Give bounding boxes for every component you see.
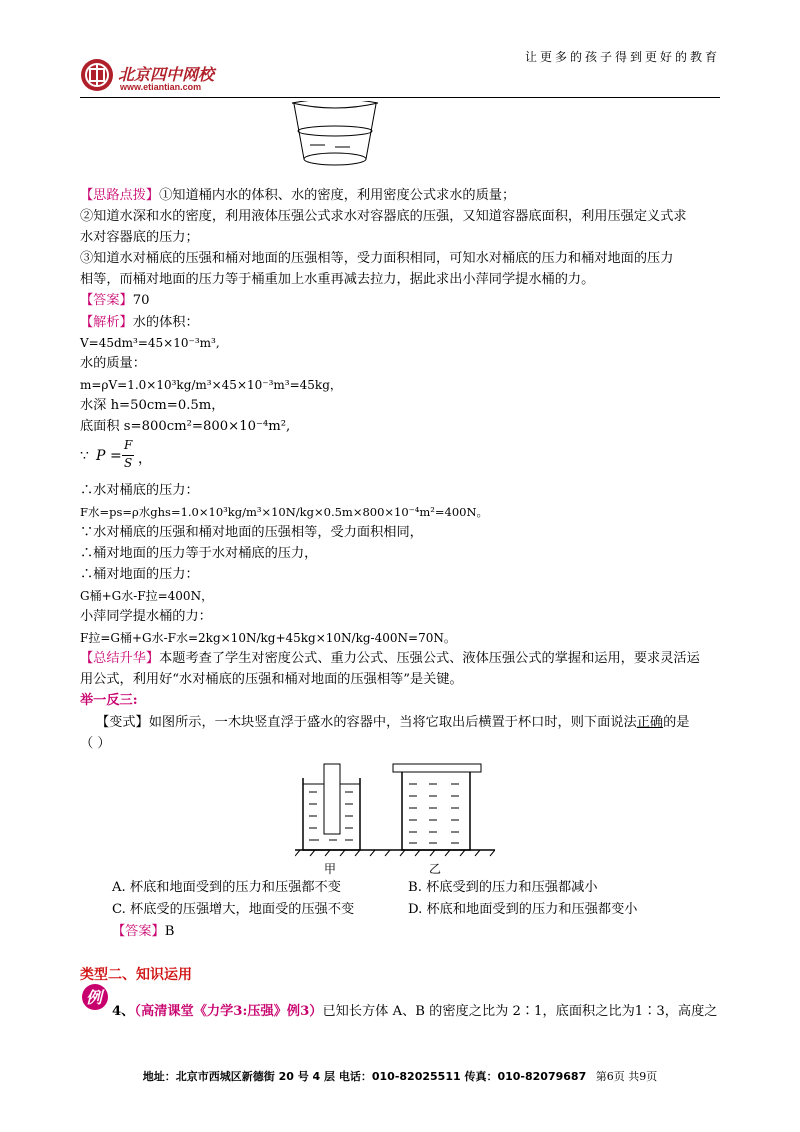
analysis-line-15: F拉=G桶+G水-F水=2kg×10N/kg+45kg×10N/kg-400N=70N。 bbox=[80, 631, 456, 645]
footer-page: 第6页 共9页 bbox=[595, 1070, 658, 1083]
analysis-line-5: 水深 h=50cm=0.5m， bbox=[80, 398, 225, 413]
hint-line-1: 【思路点拨】①知道桶内水的体积、水的密度，利用密度公式求水的质量； bbox=[80, 188, 516, 203]
hint-line-3: 水对容器底的压力； bbox=[80, 230, 199, 245]
example-badge: 例 bbox=[82, 984, 108, 1010]
analysis-line-3: 水的质量： bbox=[80, 356, 146, 371]
analysis-line-9: F水=ps=ρ水ghs=1.0×10³kg/m³×10N/kg×0.5m×800×10⁻⁴m²=400N。 bbox=[80, 505, 489, 519]
analysis-line-4: m=ρV=1.0×10³kg/m³×45×10⁻³m³=45kg， bbox=[80, 378, 342, 392]
answer-1: 【答案】70 bbox=[80, 293, 150, 308]
analysis-line-11: ∴桶对地面的压力等于水对桶底的压力， bbox=[80, 546, 318, 561]
practice-paren: （ ） bbox=[80, 736, 111, 751]
figure-label-jia: 甲 bbox=[324, 862, 337, 876]
analysis-line-12: ∴桶对地面的压力： bbox=[80, 567, 199, 582]
logo-icon bbox=[80, 58, 114, 92]
practice-heading: 举一反三: bbox=[80, 693, 138, 708]
option-a: A. 杯底和地面受到的压力和压强都不变 bbox=[112, 880, 341, 895]
bucket-figure bbox=[290, 101, 380, 173]
header-slogan: 让更多的孩子得到更好的教育 bbox=[524, 50, 720, 64]
logo-text: 北京四中网校 bbox=[118, 67, 215, 84]
analysis-line-6: 底面积 s=800cm²=800×10⁻⁴m², bbox=[80, 419, 291, 434]
header-rule bbox=[80, 97, 720, 98]
figure-label-yi: 乙 bbox=[429, 862, 442, 876]
logo-url: www.etiantian.com bbox=[120, 82, 202, 92]
option-b: B. 杯底受到的压力和压强都减小 bbox=[408, 880, 598, 895]
summary-line-1: 【总结升华】本题考查了学生对密度公式、重力公式、压强公式、液体压强公式的掌握和运用，要求灵活运 bbox=[80, 651, 700, 666]
analysis-line-14: 小萍同学提水桶的力： bbox=[80, 609, 212, 624]
analysis-line-1: 【解析】水的体积： bbox=[80, 315, 199, 330]
practice-answer: 【答案】B bbox=[112, 924, 175, 939]
option-d: D. 杯底和地面受到的压力和压强都变小 bbox=[408, 902, 638, 917]
summary-line-2: 用公式，利用好“水对桶底的压强和桶对地面的压强相等”是关键。 bbox=[80, 672, 463, 687]
practice-question: 【变式】如图所示，一木块竖直浮于盛水的容器中，当将它取出后横置于杯口时，则下面说法正确的是 bbox=[96, 715, 690, 730]
analysis-line-2: V=45dm³=45×10⁻³m³, bbox=[80, 336, 220, 350]
hint-line-5: 相等，而桶对地面的压力等于桶重加上水重再减去拉力，据此求出小萍同学提水桶的力。 bbox=[80, 272, 595, 287]
hint-line-4: ③知道水对桶底的压强和桶对地面的压强相等，受力面积相同，可知水对桶底的压力和桶对地面的压力 bbox=[80, 251, 674, 266]
analysis-line-13: G桶+G水-F拉=400N， bbox=[80, 589, 214, 603]
option-c: C. 杯底受的压强增大，地面受的压强不变 bbox=[112, 902, 355, 917]
section-title: 类型二、知识运用 bbox=[80, 967, 192, 983]
footer bbox=[0, 1068, 800, 1084]
hint-line-2: ②知道水深和水的密度，利用液体压强公式求水对容器底的压强，又知道容器底面积，利用压强定义式求 bbox=[80, 209, 687, 224]
footer-address: 地址：北京市西城区新德街 20 号 4 层 电话：010-82025511 传真：010-82079687 bbox=[142, 1070, 587, 1083]
analysis-line-8: ∴水对桶底的压力： bbox=[80, 483, 199, 498]
header bbox=[0, 0, 800, 100]
analysis-line-10: ∵水对桶底的压强和桶对地面的压强相等，受力面积相同， bbox=[80, 525, 423, 540]
example-4: 4、（高清课堂《力学3:压强》例3）已知长方体 A、B 的密度之比为 2∶1，底面积之比为1∶3，高度之 bbox=[112, 1004, 718, 1019]
hint-tag: 【思路点拨】 bbox=[80, 188, 160, 203]
